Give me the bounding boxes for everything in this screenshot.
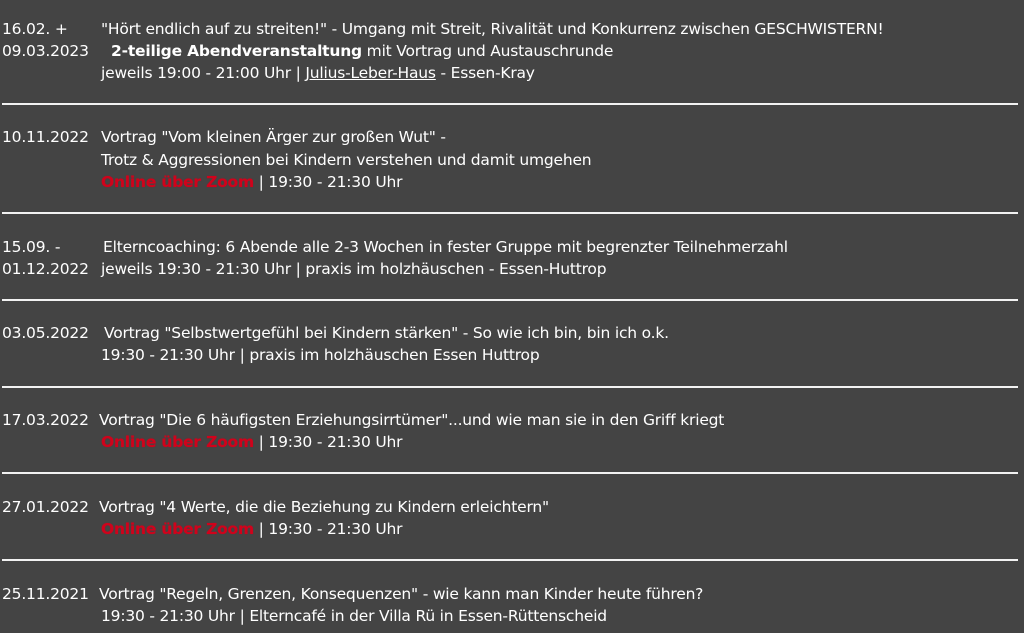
online-zoom-label: Online über Zoom: [101, 520, 254, 538]
event-date: 25.11.2021: [2, 585, 89, 603]
event-subtitle: Trotz & Aggressionen bei Kindern verstehen und damit umgehen: [101, 151, 592, 169]
event-title: "Hört endlich auf zu streiten!" - Umgang mit Streit, Rivalität und Konkurrenz zwischen GESCHWISTERN!: [101, 20, 884, 38]
event-title: Vortrag "Vom kleinen Ärger zur großen Wut" -: [101, 128, 446, 146]
event-date: 27.01.2022: [2, 498, 89, 516]
event-title: Elterncoaching: 6 Abende alle 2-3 Wochen in fester Gruppe mit begrenzter Teilnehmerzahl: [103, 238, 788, 256]
event-title: Vortrag "Regeln, Grenzen, Konsequenzen" - wie kann man Kinder heute führen?: [99, 585, 704, 603]
event-time-location: [101, 432, 402, 452]
event-time: | 19:30 - 21:30 Uhr: [253, 173, 403, 191]
event-date: 03.05.2022: [2, 324, 89, 342]
event-time-location: [101, 519, 402, 539]
event-date: 17.03.2022: [2, 411, 89, 429]
divider: [2, 212, 1018, 214]
event-format-rest: mit Vortrag und Austauschrunde: [361, 42, 614, 60]
event-time-location: 19:30 - 21:30 Uhr | praxis im holzhäuschen Essen Huttrop: [101, 346, 540, 364]
event-date-end: 09.03.2023: [2, 42, 89, 60]
event-time-location: jeweils 19:30 - 21:30 Uhr | praxis im holzhäuschen - Essen-Huttrop: [101, 260, 607, 278]
event-details: [111, 41, 613, 61]
online-zoom-label: Online über Zoom: [101, 433, 254, 451]
event-time: jeweils 19:00 - 21:00 Uhr |: [101, 64, 306, 82]
event-date: 10.11.2022: [2, 128, 89, 146]
event-time: | 19:30 - 21:30 Uhr: [253, 433, 403, 451]
event-title: Vortrag "Selbstwertgefühl bei Kindern stärken" - So wie ich bin, bin ich o.k.: [104, 324, 669, 342]
event-format: 2-teilige Abendveranstaltung: [111, 42, 362, 60]
divider: [2, 299, 1018, 301]
event-time-location: [101, 63, 535, 83]
divider: [2, 386, 1018, 388]
event-time-location: 19:30 - 21:30 Uhr | Elterncafé in der Villa Rü in Essen-Rüttenscheid: [101, 607, 607, 625]
event-date-end: 01.12.2022: [2, 260, 89, 278]
divider: [2, 472, 1018, 474]
event-location: - Essen-Kray: [435, 64, 535, 82]
event-title: Vortrag "4 Werte, die die Beziehung zu Kindern erleichtern": [99, 498, 549, 516]
event-time-location: [101, 172, 402, 192]
divider: [2, 103, 1018, 105]
online-zoom-label: Online über Zoom: [101, 173, 254, 191]
divider: [2, 559, 1018, 561]
event-title: Vortrag "Die 6 häufigsten Erziehungsirrtümer"...und wie man sie in den Griff kriegt: [99, 411, 725, 429]
event-date-start: 15.09. -: [2, 238, 61, 256]
venue-link[interactable]: Julius-Leber-Haus: [305, 64, 436, 82]
event-time: | 19:30 - 21:30 Uhr: [253, 520, 403, 538]
event-date-start: 16.02. +: [2, 20, 68, 38]
